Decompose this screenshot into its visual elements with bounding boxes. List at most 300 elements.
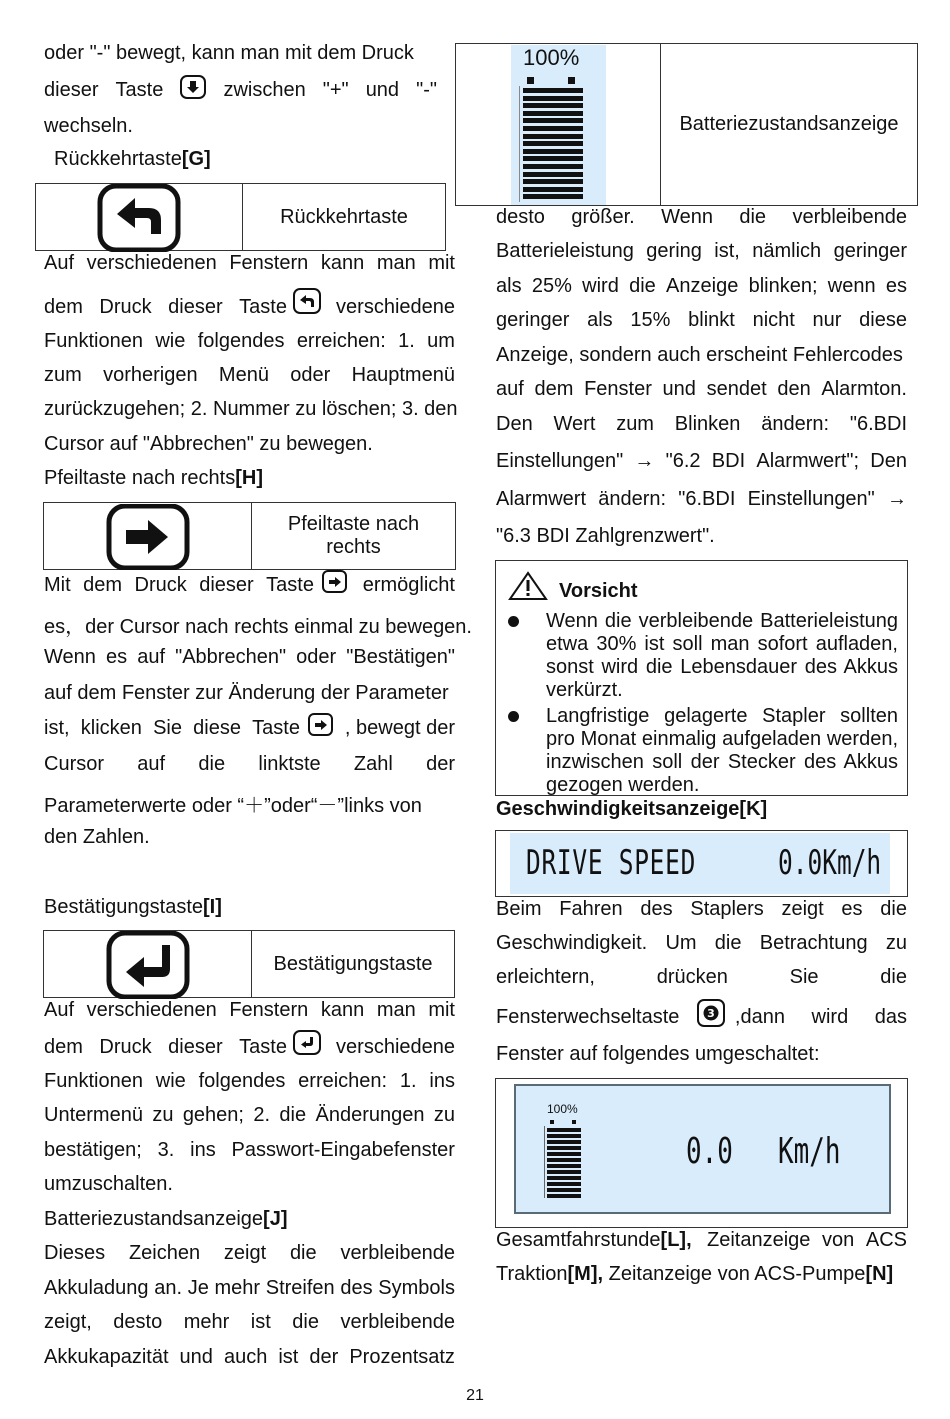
speed-value: 0.0Km/h	[778, 843, 882, 883]
word: als	[496, 275, 522, 297]
k-para-line: Fenster auf folgendes umgeschaltet:	[496, 1043, 820, 1065]
j-para-line	[44, 1311, 455, 1334]
word: verschiedenen	[86, 999, 217, 1021]
j-para-line	[44, 1277, 455, 1300]
word: Cursor	[44, 753, 105, 775]
word: Dieses	[44, 1242, 106, 1264]
window-display-frame	[495, 1078, 908, 1228]
battery-icon	[511, 45, 606, 205]
word: auf	[137, 646, 166, 668]
text-fragment: Taste	[115, 79, 164, 101]
word: zeigt,	[44, 1311, 92, 1333]
word: Wert	[553, 413, 596, 435]
return-key-icon	[96, 184, 182, 252]
word: →	[886, 488, 907, 510]
caution-list	[506, 610, 898, 797]
j-cont-line	[496, 309, 907, 332]
word: sendet	[706, 378, 767, 400]
j-para-line	[44, 1346, 455, 1369]
word: 1.	[398, 330, 415, 352]
word: Zeichen	[128, 1242, 201, 1264]
word: oder	[290, 364, 331, 386]
word: "6.BDI	[678, 488, 736, 510]
word: "Abbrechen"	[175, 646, 287, 668]
word: "Bestätigen"	[346, 646, 455, 668]
word: zum	[616, 413, 654, 435]
word: Passwort-Eingabefenster	[231, 1139, 455, 1161]
text-fragment: oder "-" bewegt, kann man mit dem Druck	[44, 42, 414, 64]
word: auf	[137, 753, 166, 775]
text-fragment: verschiedene	[336, 1036, 455, 1058]
word: zum	[44, 364, 82, 386]
battery-bar	[523, 126, 583, 131]
word: Sie	[153, 717, 182, 739]
word: Einstellungen"	[496, 450, 624, 472]
caution-line: pro Monat einmalig aufgeladen werden,	[546, 728, 898, 750]
word: an.	[154, 1277, 183, 1299]
page-number: 21	[466, 1387, 484, 1404]
word: Auf	[44, 999, 75, 1021]
text-fragment: zwischen	[223, 79, 306, 101]
word: die	[880, 966, 907, 988]
word: dem	[83, 574, 123, 596]
word: wenn	[827, 275, 876, 297]
heading-text: Batteriezustandsanzeige	[44, 1208, 264, 1230]
j-cont-line: Anzeige, sondern auch erscheint Fehlercodes	[496, 344, 903, 366]
i-para-line	[44, 1139, 455, 1162]
table-return-key	[35, 183, 446, 251]
table-label-line: Pfeiltaste nach	[287, 513, 420, 535]
speed-value: 0.0	[686, 1131, 733, 1172]
word: Symbols	[378, 1277, 455, 1299]
text-fragment: Gesamtfahrstunde	[496, 1229, 661, 1251]
word: wird	[582, 275, 619, 297]
h-para-line	[44, 646, 455, 669]
caution-item	[506, 610, 898, 702]
word: geringer	[496, 309, 570, 331]
word: die	[292, 1311, 319, 1333]
j-cont-line	[496, 275, 907, 298]
word: die	[629, 275, 656, 297]
j-cont-line: "6.3 BDI Zahlgrenzwert".	[496, 525, 715, 547]
word: größer.	[571, 206, 635, 228]
word: diese	[193, 717, 241, 739]
caution-line: inzwischen soll der Stecker des Akkus	[546, 751, 898, 773]
word: Staplers	[690, 898, 764, 920]
table-label	[252, 503, 455, 569]
intro-line-3: wechseln.	[44, 115, 133, 137]
caution-line: Langfristige gelagerte Stapler sollten	[546, 705, 898, 727]
word: zeigt	[781, 898, 824, 920]
word: verschiedenen	[86, 252, 217, 274]
caution-item	[506, 705, 898, 797]
word: gering	[646, 240, 702, 262]
word: Geschwindigkeit.	[496, 932, 648, 954]
battery-bar	[523, 187, 583, 192]
svg-text:3: 3	[707, 1007, 715, 1020]
word: den	[777, 378, 811, 400]
i-para-line	[44, 999, 455, 1022]
word: "6.BDI	[849, 413, 907, 435]
return-key-icon	[293, 288, 321, 314]
j-cont-line	[496, 206, 907, 229]
battery-bar	[523, 172, 583, 177]
heading-text: Rückkehrtaste	[54, 148, 182, 170]
word: Fahren	[559, 898, 623, 920]
word: ändern:	[598, 488, 667, 510]
word: der	[426, 753, 455, 775]
speed-unit: Km/h	[778, 1131, 841, 1172]
word: Sie	[789, 966, 819, 988]
j-cont-line	[496, 450, 907, 473]
heading-tag: [G]	[181, 148, 211, 170]
word: 2.	[253, 1104, 271, 1126]
heading-tag: [N]	[865, 1263, 894, 1285]
bullet-icon	[508, 711, 519, 722]
table-label-line: rechts	[326, 536, 381, 558]
caution-line: Wenn die verbleibende Batterieleistung	[546, 610, 898, 632]
battery-bar	[523, 111, 583, 116]
battery-bar	[547, 1152, 581, 1156]
caution-line: sonst wird die Lebensdauer des Akkus	[546, 656, 898, 678]
battery-bar	[523, 156, 583, 161]
heading-text: Geschwindigkeitsanzeige	[496, 798, 740, 820]
battery-bar	[523, 103, 583, 108]
word: oder	[296, 646, 337, 668]
text-fragment: dieser	[44, 79, 99, 101]
word: es	[105, 646, 128, 668]
battery-bar	[523, 96, 583, 101]
bullet-icon	[508, 616, 519, 627]
word: blinkt	[688, 309, 735, 331]
caution-box	[495, 560, 908, 796]
word: Beim	[496, 898, 542, 920]
word: Fenstern	[229, 252, 309, 274]
word: von	[822, 1229, 855, 1251]
battery-bar	[547, 1140, 581, 1144]
word: ändern:	[761, 413, 830, 435]
battery-bar	[547, 1158, 581, 1162]
heading-tag: [K]	[739, 798, 768, 820]
h-para-line: auf dem Fenster zur Änderung der Parameter	[44, 682, 449, 704]
g-para-line	[44, 330, 455, 353]
heading-tag: [H]	[235, 467, 263, 489]
table-enter-key	[43, 930, 455, 998]
word: Druck	[134, 574, 187, 596]
word: 3.	[157, 1139, 175, 1161]
j-cont-line	[496, 488, 907, 511]
down-arrow-key-icon	[180, 75, 206, 99]
k-para-line	[496, 932, 907, 955]
word: folgendes	[197, 330, 285, 352]
word: Streifen	[265, 1277, 335, 1299]
word: BDI	[711, 450, 746, 472]
intro-line-1	[44, 42, 437, 65]
word: verbleibende	[340, 1311, 455, 1333]
text-fragment: , bewegt der	[344, 717, 455, 739]
word: Prozentsatz	[349, 1346, 455, 1368]
heading-text: Pfeiltaste nach rechts	[44, 467, 236, 489]
word: Taste	[239, 295, 287, 318]
word: dem	[44, 1036, 83, 1058]
word: die	[714, 932, 742, 954]
warning-triangle-icon	[508, 571, 548, 607]
word: vorherigen	[103, 364, 198, 386]
k-para-line	[496, 966, 907, 989]
battery-bar	[523, 141, 583, 146]
word: Alarmton.	[821, 378, 907, 400]
i-para-line	[44, 1070, 455, 1093]
word: auf	[496, 378, 524, 400]
word: gehen;	[182, 1104, 244, 1126]
text-fragment: "-"	[416, 79, 437, 101]
word: nicht	[752, 309, 795, 331]
word: zeigt	[223, 1242, 267, 1264]
word: um	[427, 330, 455, 352]
word: nur	[812, 309, 842, 331]
heading-tag: [M],	[567, 1263, 604, 1285]
j-cont-line	[496, 378, 907, 401]
i-para-line: umzuschalten.	[44, 1173, 173, 1195]
word: als	[587, 309, 613, 331]
heading-tag: [J]	[263, 1208, 288, 1230]
h-para-line: den Zahlen.	[44, 826, 150, 848]
word: und	[179, 1346, 213, 1368]
battery-icon	[544, 1120, 584, 1200]
k-para-line	[496, 898, 907, 921]
word: blinken;	[748, 275, 818, 297]
word: die	[289, 1242, 317, 1264]
word: dieser	[199, 574, 254, 596]
enter-key-icon	[105, 931, 191, 999]
battery-bar	[547, 1164, 581, 1168]
j-para-line	[44, 1242, 455, 1265]
battery-bar	[547, 1134, 581, 1138]
intro-line-2	[44, 79, 437, 103]
heading-tag: [L],	[660, 1229, 692, 1251]
h-para-line	[44, 753, 455, 776]
table-label: Batteriezustandsanzeige	[679, 113, 899, 135]
word: dieser	[168, 1036, 223, 1058]
word: Auf	[44, 252, 75, 274]
word: Akkukapazität	[44, 1346, 169, 1368]
word: verbleibende	[340, 1242, 455, 1264]
text-fragment: Traktion	[496, 1263, 568, 1285]
word: Akkuladung	[44, 1277, 149, 1299]
h-para-line: Parameterwerte oder “＋”oder“－”links von	[44, 795, 422, 817]
lm-line-2	[496, 1263, 893, 1286]
battery-bar	[523, 134, 583, 139]
word: mehr	[183, 1311, 230, 1333]
word: folgendes	[198, 1070, 286, 1092]
battery-bar	[547, 1176, 581, 1180]
word: Fenster	[584, 378, 652, 400]
word: diese	[859, 309, 907, 331]
word: ACS	[865, 1229, 907, 1251]
table-label: Bestätigungstaste	[273, 952, 433, 975]
word: auch	[223, 1346, 268, 1368]
heading-g	[54, 148, 211, 171]
window-display	[514, 1084, 891, 1214]
word: Taste	[239, 1036, 287, 1058]
word: bestätigen;	[44, 1139, 142, 1161]
word: mit	[428, 999, 455, 1021]
word: das	[874, 1005, 907, 1028]
word: Wenn	[44, 646, 96, 668]
word: die	[198, 753, 226, 775]
word: Funktionen	[44, 1070, 143, 1092]
word: 15%	[630, 309, 671, 331]
word: man	[376, 999, 416, 1021]
word: mehr	[214, 1277, 261, 1299]
word: Mit	[44, 574, 71, 596]
word: Taste	[252, 717, 300, 739]
g-para-line: Cursor auf "Abbrechen" zu bewegen.	[44, 433, 373, 455]
word: dann	[740, 1005, 785, 1028]
word: verbleibende	[792, 206, 907, 228]
word: Druck	[99, 295, 152, 318]
word: ins	[190, 1139, 216, 1161]
text-fragment: verschiedene	[336, 295, 455, 318]
g-para-line	[44, 252, 455, 275]
word: ist	[250, 1311, 271, 1333]
right-arrow-key-icon	[308, 713, 333, 736]
word: Um	[665, 932, 697, 954]
word: Batterieleistung	[496, 240, 634, 262]
g-para-line	[44, 364, 455, 387]
battery-bar	[523, 149, 583, 154]
word: kann	[320, 999, 365, 1021]
heading-h	[44, 467, 263, 490]
word: Hauptmenü	[351, 364, 455, 386]
word: nämlich	[752, 240, 822, 262]
word: Zeitanzeige	[707, 1229, 811, 1251]
word: Änderungen	[315, 1104, 425, 1126]
g-para-line	[44, 294, 455, 320]
battery-bar	[523, 164, 583, 169]
word: Zahl	[353, 753, 393, 775]
word: erleichtern,	[496, 966, 595, 988]
word: Taste	[266, 574, 314, 596]
word: des	[640, 898, 673, 920]
word: Den	[870, 450, 907, 472]
right-arrow-key-icon	[322, 570, 347, 593]
word: ins	[429, 1070, 455, 1092]
battery-bar	[523, 118, 583, 123]
word: mit	[428, 252, 455, 274]
caution-line: verkürzt.	[546, 679, 623, 701]
battery-bar	[523, 194, 583, 199]
word: Fenstern	[229, 999, 309, 1021]
word: ist,	[714, 240, 740, 262]
word: die	[880, 898, 907, 920]
caution-line: etwa 30% ist soll man sofort aufladen,	[546, 633, 898, 655]
word: klicken	[80, 717, 142, 739]
word: man	[376, 252, 416, 274]
word: dieser	[168, 295, 223, 318]
word: die	[739, 206, 767, 228]
text-fragment: "+"	[322, 79, 349, 101]
word: wird	[811, 1005, 849, 1028]
word: die	[279, 1104, 307, 1126]
j-cont-line	[496, 413, 907, 436]
battery-bar	[547, 1146, 581, 1150]
word: Einstellungen"	[747, 488, 875, 510]
word: Funktionen	[44, 330, 143, 352]
word: geringer	[833, 240, 907, 262]
word: Alarmwert";	[756, 450, 860, 472]
word: des	[340, 1277, 373, 1299]
word: es	[885, 275, 907, 297]
battery-bar	[523, 88, 583, 93]
word: Wenn	[661, 206, 713, 228]
i-para-line	[44, 1035, 455, 1060]
word: Je	[187, 1277, 209, 1299]
right-arrow-key-icon	[105, 503, 191, 571]
speed-label: DRIVE SPEED	[526, 843, 697, 883]
word: →	[634, 450, 655, 472]
word: ist,	[44, 717, 70, 739]
word: 1.	[399, 1070, 417, 1092]
heading-i	[44, 896, 222, 919]
text-fragment: Zeitanzeige von ACS-Pumpe	[603, 1263, 866, 1285]
word: zu	[433, 1104, 455, 1126]
word: ist	[278, 1346, 299, 1368]
text-fragment: und	[365, 79, 400, 101]
table-battery-indicator	[455, 43, 918, 206]
battery-bar	[523, 179, 583, 184]
word: erreichen:	[298, 1070, 388, 1092]
battery-bar	[547, 1182, 581, 1186]
j-cont-line	[496, 240, 907, 263]
g-para-line: zurückzugehen; 2. Nummer zu löschen; 3. den	[44, 398, 458, 420]
text-fragment: ermöglicht	[362, 574, 455, 596]
word: linktste	[258, 753, 321, 775]
word: wie	[155, 330, 186, 352]
i-para-line	[44, 1104, 455, 1127]
battery-percent: 100%	[523, 45, 580, 70]
table-right-arrow-key	[43, 502, 456, 570]
caution-title: Vorsicht	[559, 580, 638, 602]
word: Untermenü	[44, 1104, 143, 1126]
battery-bar	[547, 1128, 581, 1132]
word: dem	[44, 295, 83, 318]
word: Blinken	[674, 413, 741, 435]
heading-tag: [I]	[203, 896, 222, 918]
text-fragment: Fensterwechseltaste	[496, 1005, 680, 1028]
word: zu	[885, 932, 907, 954]
word: drücken	[656, 966, 728, 988]
word: 25%	[531, 275, 572, 297]
word: Anzeige	[666, 275, 739, 297]
word: der	[309, 1346, 339, 1368]
word: Den	[496, 413, 533, 435]
word: Druck	[99, 1036, 152, 1058]
word: es	[841, 898, 863, 920]
word: Betrachtung	[759, 932, 868, 954]
window-switch-key-icon	[697, 999, 725, 1027]
lm-line-1	[496, 1229, 907, 1252]
h-para-line: es，der Cursor nach rechts einmal zu bewegen.	[44, 616, 472, 638]
battery-bar	[547, 1194, 581, 1198]
word: kann	[320, 252, 365, 274]
k-para-line: Fensterwechseltaste 3 , dann wird das	[496, 1003, 907, 1031]
h-para-line	[44, 574, 455, 597]
word: desto	[113, 1311, 163, 1333]
word: erreichen:	[296, 330, 386, 352]
enter-key-icon	[293, 1030, 321, 1055]
table-label: Rückkehrtaste	[280, 205, 408, 228]
